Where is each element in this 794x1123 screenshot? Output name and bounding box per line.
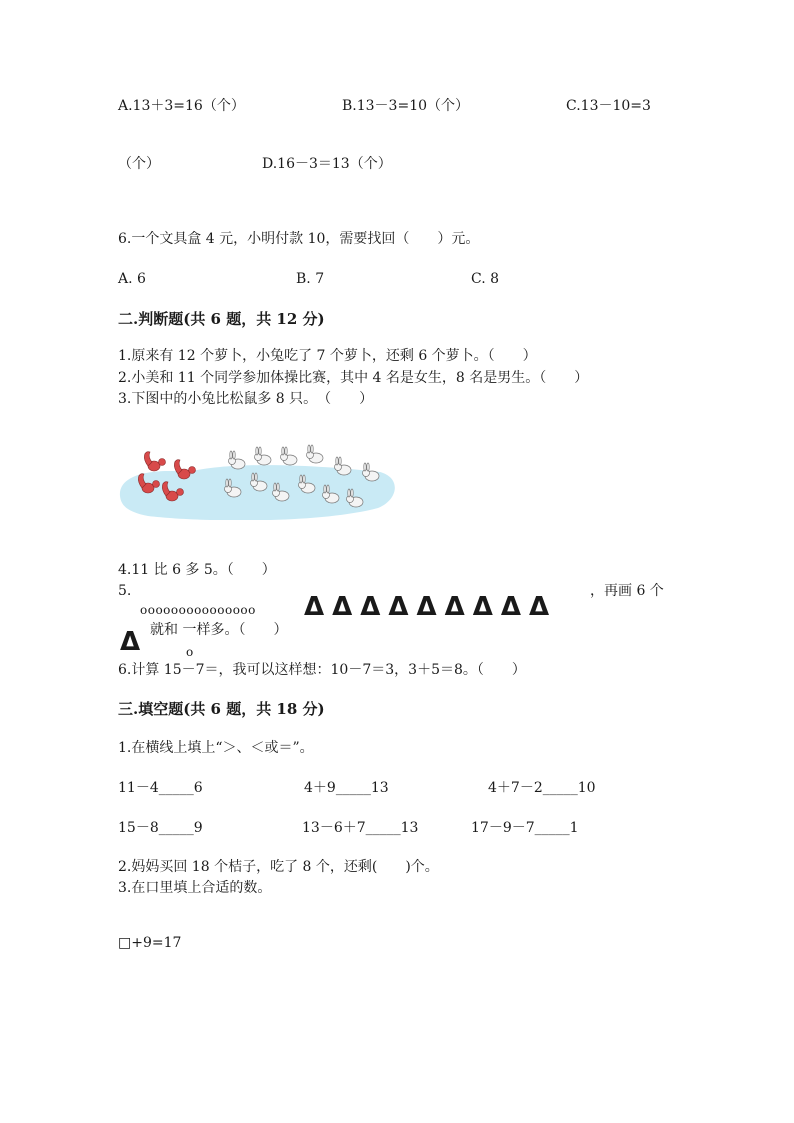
fill-question-2: 2.妈妈买回 18 个桔子，吃了 8 个，还剩( )个。 [118,859,439,875]
compare-2-3: 17－9－7_____1 [471,820,579,836]
option-c-continued: （个） [118,156,160,172]
compare-2-2: 13－6＋7_____13 [302,820,419,836]
judge-item-6: 6.计算 15－7＝，我可以这样想：10－7＝3，3＋5＝8。（ ） [118,662,526,678]
judge-item-5-suffix: ，再画 6 个 [590,583,664,599]
rabbit-2 [255,447,272,465]
rabbit-3 [281,447,298,465]
compare-1-3: 4＋7－2_____10 [488,780,596,796]
option-a: A.13＋3=16（个） [118,98,245,114]
option-d: D.16－3＝13（个） [262,156,392,172]
judge-item-3: 3.下图中的小兔比松鼠多 8 只。 （ ） [118,391,374,407]
squirrels-rabbits-picture [118,438,398,520]
question-6-text: 6.一个文具盒 4 元，小明付款 10，需要找回（ ）元。 [118,231,480,247]
triangle-row: ΔΔΔΔΔΔΔΔΔ [304,592,558,622]
judge-item-1: 1.原来有 12 个萝卜，小兔吃了 7 个萝卜，还剩 6 个萝卜。（ ） [118,348,537,364]
option-c: C.13－10=3 [566,98,651,114]
rabbit-4 [307,445,324,463]
judge-item-5-number: 5. [118,583,132,599]
circle-row: ooooooooooooooo [140,603,256,617]
q6-option-b: B. 7 [296,271,325,287]
compare-2-1: 15－8_____9 [118,820,203,836]
judge-item-4: 4.11 比 6 多 5。（ ） [118,562,276,578]
fill-question-1: 1.在横线上填上“＞、＜或＝”。 [118,740,314,756]
q6-option-a: A. 6 [118,271,146,287]
compare-1-2: 4＋9_____13 [304,780,389,796]
cloud-background [120,465,395,520]
squirrel-1 [144,452,165,471]
triangle-single: Δ [120,627,149,657]
circle-single: o [186,645,194,659]
compare-1-1: 11－4_____6 [118,780,203,796]
fill-question-3: 3.在口里填上合适的数。 [118,880,272,896]
section-3-heading: 三.填空题(共 6 题，共 18 分) [118,700,325,718]
judge-item-2: 2.小美和 11 个同学参加体操比赛，其中 4 名是女生，8 名是男生。（ ） [118,370,589,386]
option-b: B.13－3=10（个） [342,98,470,114]
section-2-heading: 二.判断题(共 6 题，共 12 分) [118,310,325,328]
fill-equation: □+9=17 [118,935,182,951]
q6-option-c: C. 8 [471,271,500,287]
judge-item-5-line2: 就和 一样多。（ ） [150,622,288,638]
